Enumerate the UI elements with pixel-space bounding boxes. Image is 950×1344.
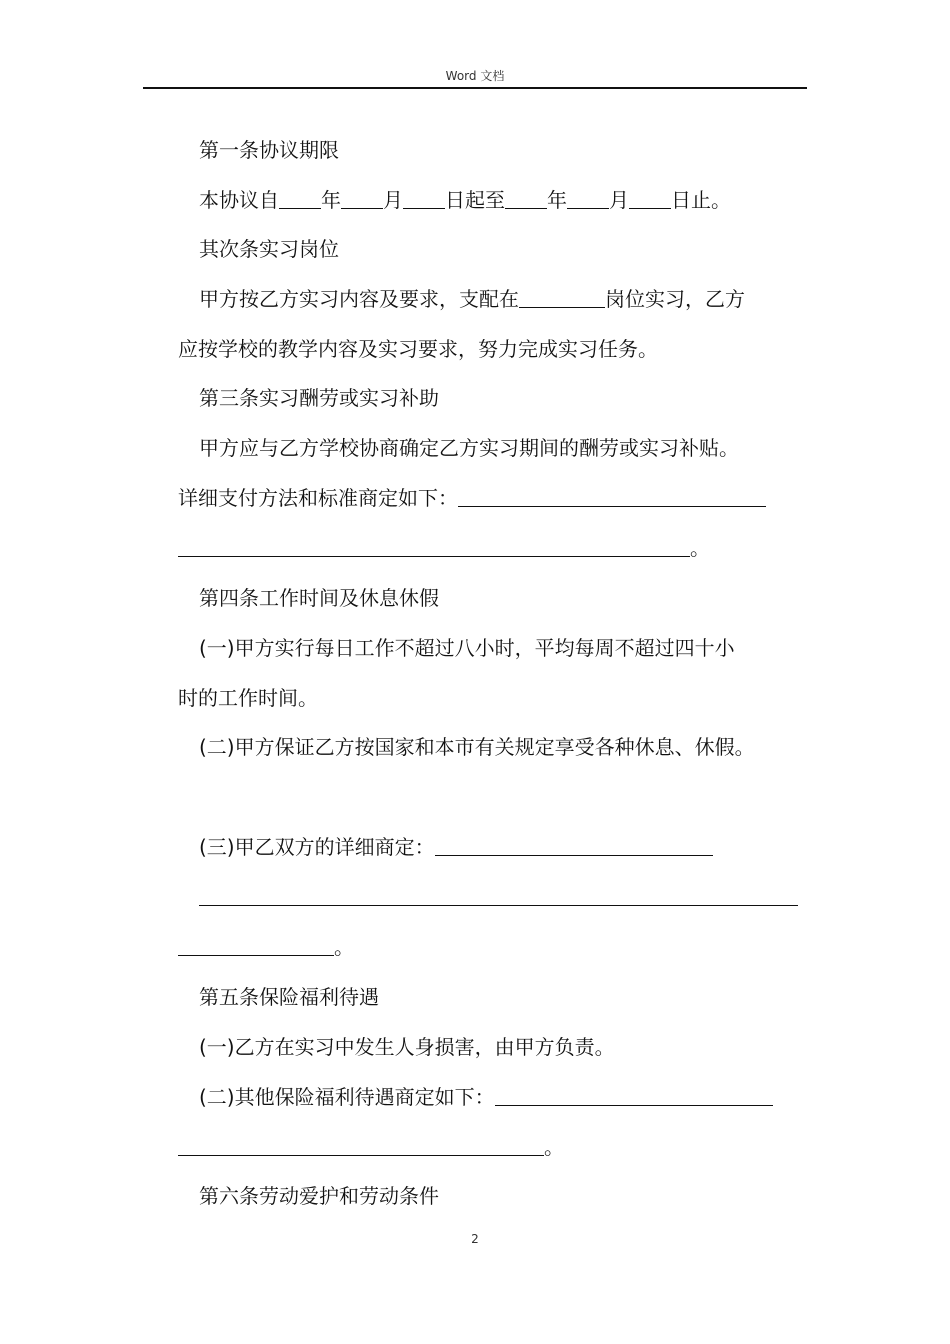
start-month-blank: [341, 186, 383, 209]
article-4-item-1-line-1: (一)甲方实行每日工作不超过八小时，平均每周不超过四十小: [199, 636, 735, 660]
page-number: 2: [471, 1232, 479, 1246]
agreement-blank-3: [178, 933, 334, 956]
article-2-heading: 其次条实习岗位: [199, 237, 339, 261]
insurance-blank-1: [495, 1083, 773, 1106]
term-text-year: 年: [321, 188, 341, 212]
payment-blank-2: [178, 534, 690, 557]
payment-blank-1: [458, 484, 766, 507]
term-text-year2: 年: [547, 188, 567, 212]
end-day-blank: [629, 186, 671, 209]
end-year-blank: [505, 186, 547, 209]
page-header: Word 文档: [445, 69, 505, 83]
article-3-text: 详细支付方法和标准商定如下：: [178, 486, 458, 510]
article-6-heading: 第六条劳动爱护和劳动条件: [199, 1184, 439, 1208]
agreement-blank-2: [199, 883, 798, 906]
article-4-heading: 第四条工作时间及休息休假: [199, 586, 439, 610]
article-5-end: 。: [544, 1135, 564, 1159]
position-blank: [519, 285, 605, 308]
article-5-end-line: [0, 1132, 950, 1162]
article-4-blank-line: [0, 882, 950, 912]
article-3-end: 。: [690, 536, 710, 560]
article-1-heading: 第一条协议期限: [199, 138, 339, 162]
article-3-line-2: [0, 483, 950, 513]
start-day-blank: [403, 186, 445, 209]
article-5-item-2: [0, 1082, 950, 1112]
term-text-start: 本协议自: [199, 188, 279, 212]
start-year-blank: [279, 186, 321, 209]
article-4-item-3: [0, 832, 950, 862]
term-text-month2: 月: [609, 188, 629, 212]
article-1-term-line: [0, 185, 950, 215]
article-5-item-1: (一)乙方在实习中发生人身损害，由甲方负责。: [199, 1035, 615, 1059]
article-3-line-3: [0, 533, 950, 563]
article-5-heading: 第五条保险福利待遇: [199, 985, 379, 1009]
article-2-line-2: 应按学校的教学内容及实习要求，努力完成实习任务。: [178, 337, 658, 361]
article-4-end: 。: [334, 935, 354, 959]
article-4-item-3-text: (三)甲乙双方的详细商定：: [199, 835, 435, 859]
term-text-month: 月: [383, 188, 403, 212]
term-text-day-end: 日止。: [671, 188, 731, 212]
article-4-item-2: (二)甲方保证乙方按国家和本市有关规定享受各种休息、休假。: [199, 735, 755, 759]
article-3-line-1: 甲方应与乙方学校协商确定乙方实习期间的酬劳或实习补贴。: [199, 436, 739, 460]
article-2-line-1: [0, 284, 950, 314]
end-month-blank: [567, 186, 609, 209]
article-2-text-b: 岗位实习，乙方: [605, 287, 745, 311]
article-3-heading: 第三条实习酬劳或实习补助: [199, 386, 439, 410]
article-5-item-2-text: (二)其他保险福利待遇商定如下：: [199, 1085, 495, 1109]
agreement-blank-1: [435, 833, 713, 856]
article-4-item-1-line-2: 时的工作时间。: [178, 686, 318, 710]
term-text-day-from: 日起至: [445, 188, 505, 212]
article-2-text-a: 甲方按乙方实习内容及要求，支配在: [199, 287, 519, 311]
article-4-end-line: [0, 932, 950, 962]
insurance-blank-2: [178, 1133, 544, 1156]
header-rule: [143, 87, 807, 89]
